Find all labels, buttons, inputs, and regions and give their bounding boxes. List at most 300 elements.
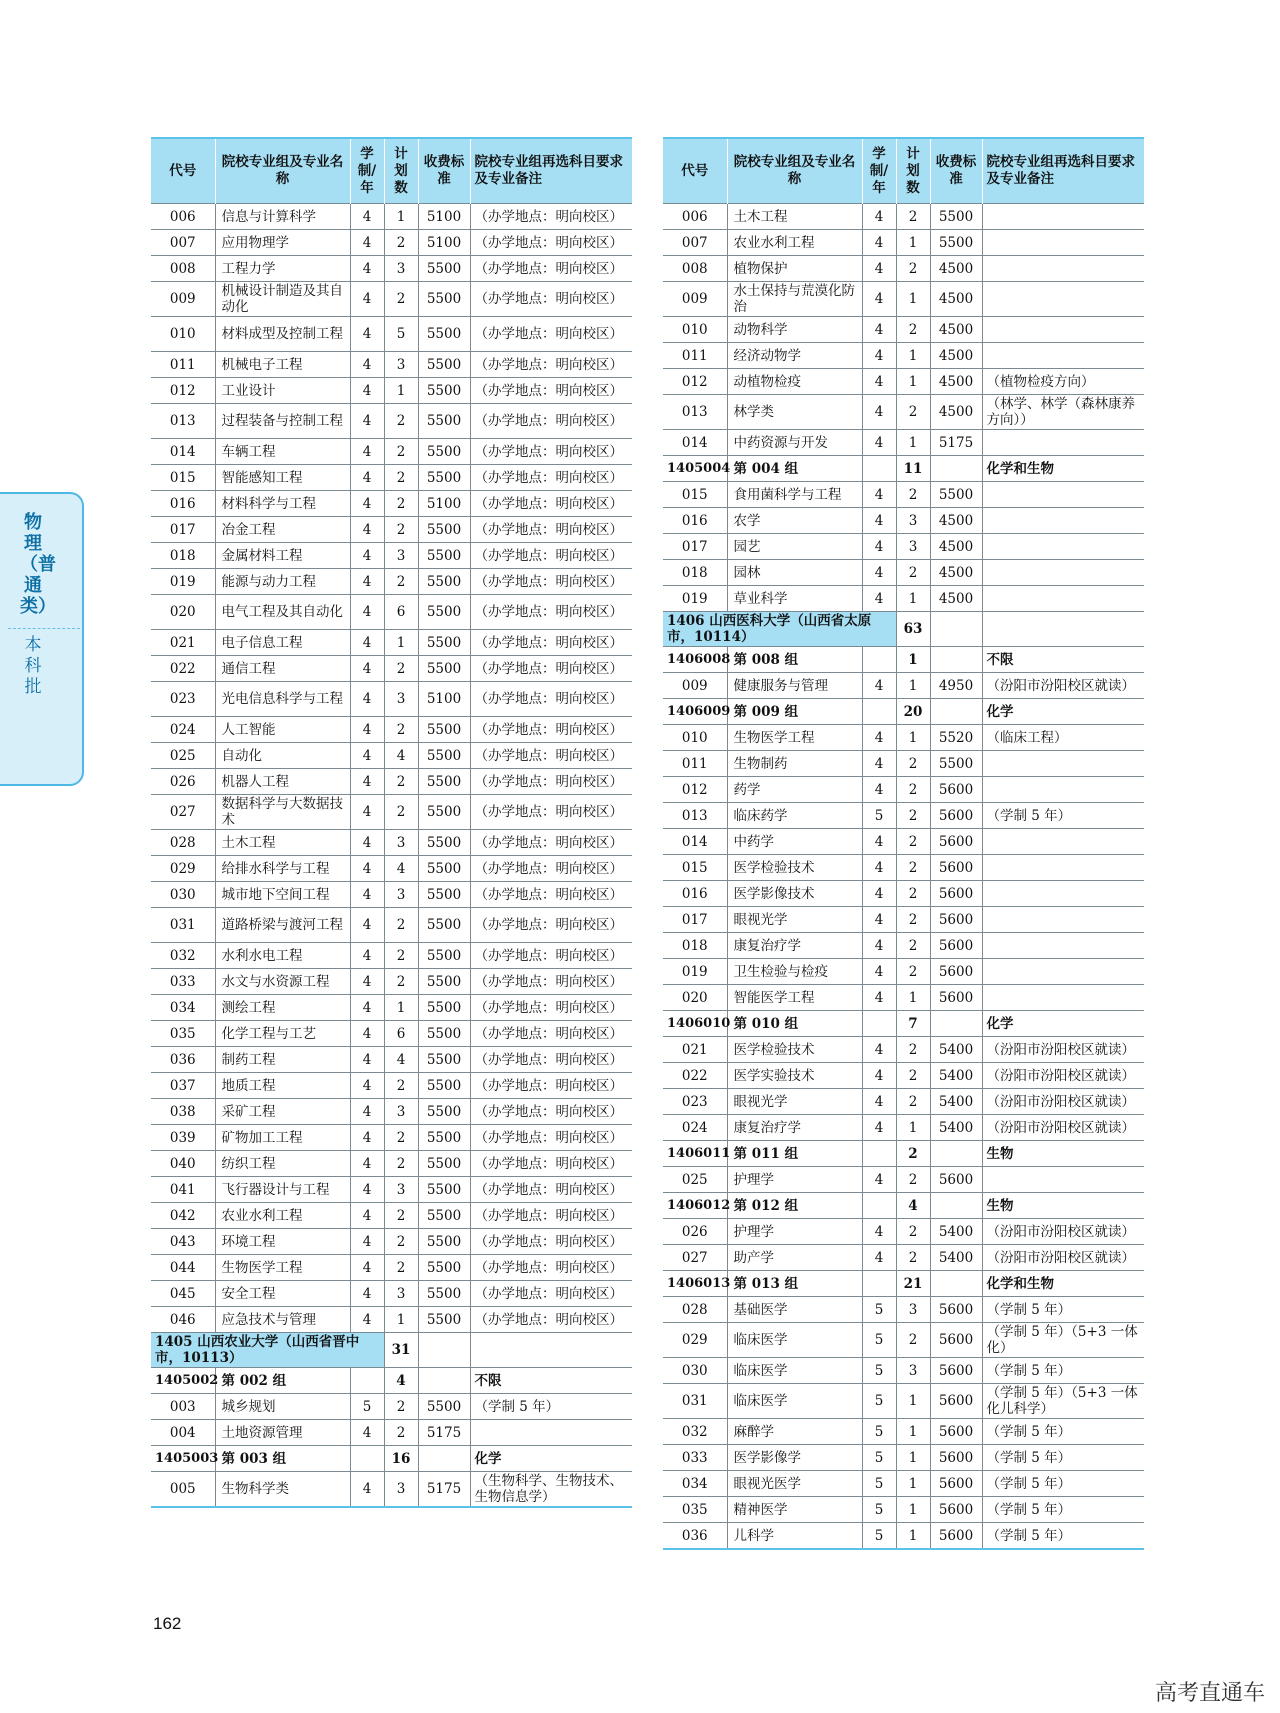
major-row — [663, 725, 1144, 751]
years-cell: 4 — [350, 378, 384, 404]
plan-cell: 2 — [384, 1125, 418, 1151]
fee-cell: 5600 — [930, 1471, 982, 1497]
major-row — [151, 1394, 632, 1420]
major-row — [151, 230, 632, 256]
major-row — [663, 959, 1144, 985]
code-cell: 033 — [663, 1445, 727, 1471]
name-cell: 金属材料工程 — [215, 543, 350, 569]
fee-cell: 5500 — [418, 517, 470, 543]
plan-cell: 1 — [896, 725, 930, 751]
note-cell — [982, 560, 1144, 586]
major-row — [151, 856, 632, 882]
header-plan: 计划数 — [384, 138, 418, 204]
code-cell: 012 — [151, 378, 215, 404]
name-cell: 康复治疗学 — [727, 933, 862, 959]
years-cell: 4 — [350, 1047, 384, 1073]
years-cell: 5 — [862, 1323, 896, 1358]
school-name: 1406 山西医科大学（山西省太原市，10114） — [663, 612, 896, 647]
years-cell: 4 — [350, 656, 384, 682]
note-cell — [982, 282, 1144, 317]
note-cell: （汾阳市汾阳校区就读） — [982, 1089, 1144, 1115]
note-cell: （办学地点：明向校区） — [470, 830, 632, 856]
plan-cell: 3 — [384, 882, 418, 908]
fee-cell: 5400 — [930, 1219, 982, 1245]
note-cell: （办学地点：明向校区） — [470, 630, 632, 656]
plan-cell: 3 — [384, 1281, 418, 1307]
name-cell: 车辆工程 — [215, 439, 350, 465]
school-row — [663, 612, 1144, 647]
note-cell: （办学地点：明向校区） — [470, 882, 632, 908]
fee-cell: 5500 — [930, 751, 982, 777]
note-cell: 化学 — [470, 1446, 632, 1472]
name-cell: 护理学 — [727, 1219, 862, 1245]
name-cell: 机械电子工程 — [215, 352, 350, 378]
years-cell: 4 — [350, 1203, 384, 1229]
note-cell: （汾阳市汾阳校区就读） — [982, 1245, 1144, 1271]
years-cell: 5 — [862, 1523, 896, 1550]
major-row — [663, 395, 1144, 430]
name-cell: 测绘工程 — [215, 995, 350, 1021]
code-cell: 028 — [151, 830, 215, 856]
name-cell: 眼视光医学 — [727, 1471, 862, 1497]
fee-cell: 5100 — [418, 204, 470, 230]
code-cell: 009 — [151, 282, 215, 317]
plan-cell: 2 — [896, 1089, 930, 1115]
plan-cell: 2 — [896, 1219, 930, 1245]
code-cell: 009 — [663, 282, 727, 317]
code-cell: 1405003 — [151, 1446, 215, 1472]
years-cell: 4 — [350, 256, 384, 282]
plan-cell: 1 — [384, 1307, 418, 1333]
plan-cell: 2 — [384, 795, 418, 830]
name-cell: 食用菌科学与工程 — [727, 482, 862, 508]
plan-cell: 20 — [896, 699, 930, 725]
major-row — [151, 1151, 632, 1177]
major-row — [663, 230, 1144, 256]
plan-cell: 2 — [896, 855, 930, 881]
fee-cell: 5500 — [418, 743, 470, 769]
code-cell: 013 — [151, 404, 215, 439]
fee-cell: 4500 — [930, 343, 982, 369]
fee-cell — [930, 1271, 982, 1297]
code-cell: 007 — [151, 230, 215, 256]
years-cell: 4 — [862, 1167, 896, 1193]
code-cell: 041 — [151, 1177, 215, 1203]
code-cell: 021 — [151, 630, 215, 656]
years-cell — [862, 1271, 896, 1297]
code-cell: 004 — [151, 1420, 215, 1446]
name-cell: 给排水科学与工程 — [215, 856, 350, 882]
note-cell — [982, 230, 1144, 256]
name-cell: 中药学 — [727, 829, 862, 855]
side-tab-divider — [8, 628, 80, 629]
fee-cell: 5500 — [930, 482, 982, 508]
code-cell: 045 — [151, 1281, 215, 1307]
major-row — [151, 743, 632, 769]
plan-cell: 1 — [384, 630, 418, 656]
years-cell: 4 — [350, 317, 384, 352]
name-cell: 医学影像学 — [727, 1445, 862, 1471]
years-cell: 4 — [350, 1021, 384, 1047]
plan-cell: 2 — [384, 717, 418, 743]
plan-cell: 3 — [384, 682, 418, 717]
name-cell: 第 008 组 — [727, 647, 862, 673]
plan-cell: 2 — [384, 908, 418, 943]
fee-cell — [930, 647, 982, 673]
code-cell: 034 — [151, 995, 215, 1021]
years-cell: 4 — [862, 1063, 896, 1089]
note-cell: （办学地点：明向校区） — [470, 1203, 632, 1229]
name-cell: 第 003 组 — [215, 1446, 350, 1472]
years-cell: 4 — [350, 830, 384, 856]
note-cell: （办学地点：明向校区） — [470, 682, 632, 717]
name-cell: 第 011 组 — [727, 1141, 862, 1167]
code-cell: 018 — [151, 543, 215, 569]
note-cell: （学制 5 年）（5+3 一体化儿科学） — [982, 1384, 1144, 1419]
plan-cell: 1 — [896, 1419, 930, 1445]
name-cell: 智能医学工程 — [727, 985, 862, 1011]
plan-cell: 2 — [384, 230, 418, 256]
years-cell: 4 — [862, 230, 896, 256]
plan-cell: 4 — [896, 1193, 930, 1219]
note-cell: （学制 5 年）（5+3 一体化） — [982, 1323, 1144, 1358]
major-row — [663, 317, 1144, 343]
plan-cell: 1 — [896, 343, 930, 369]
major-row — [151, 439, 632, 465]
years-cell: 4 — [862, 1037, 896, 1063]
years-cell: 4 — [862, 482, 896, 508]
name-cell: 人工智能 — [215, 717, 350, 743]
code-cell: 022 — [663, 1063, 727, 1089]
note-cell — [982, 430, 1144, 456]
years-cell: 4 — [862, 256, 896, 282]
fee-cell: 5600 — [930, 1358, 982, 1384]
years-cell: 4 — [862, 829, 896, 855]
name-cell: 生物医学工程 — [727, 725, 862, 751]
major-row — [151, 995, 632, 1021]
years-cell: 4 — [862, 959, 896, 985]
years-cell: 4 — [350, 1125, 384, 1151]
code-cell: 027 — [663, 1245, 727, 1271]
note-cell: （办学地点：明向校区） — [470, 1281, 632, 1307]
note-cell: （办学地点：明向校区） — [470, 717, 632, 743]
major-row — [663, 204, 1144, 230]
name-cell: 光电信息科学与工程 — [215, 682, 350, 717]
years-cell: 5 — [862, 1497, 896, 1523]
note-cell: （办学地点：明向校区） — [470, 769, 632, 795]
code-cell: 033 — [151, 969, 215, 995]
fee-cell — [930, 1141, 982, 1167]
fee-cell: 5500 — [418, 1021, 470, 1047]
note-cell: （办学地点：明向校区） — [470, 569, 632, 595]
name-cell: 草业科学 — [727, 586, 862, 612]
note-cell — [982, 482, 1144, 508]
name-cell: 土地资源管理 — [215, 1420, 350, 1446]
plan-cell: 1 — [896, 230, 930, 256]
fee-cell: 5500 — [418, 1281, 470, 1307]
code-cell: 043 — [151, 1229, 215, 1255]
header-note: 院校专业组再选科目要求及专业备注 — [470, 138, 632, 204]
name-cell: 采矿工程 — [215, 1099, 350, 1125]
code-cell: 018 — [663, 933, 727, 959]
group-row — [151, 1446, 632, 1472]
plan-cell: 2 — [384, 656, 418, 682]
code-cell: 024 — [663, 1115, 727, 1141]
note-cell — [982, 534, 1144, 560]
name-cell: 生物制药 — [727, 751, 862, 777]
code-cell: 040 — [151, 1151, 215, 1177]
fee-cell: 4500 — [930, 508, 982, 534]
major-row — [663, 343, 1144, 369]
fee-cell: 5500 — [418, 995, 470, 1021]
major-row — [663, 586, 1144, 612]
plan-cell: 21 — [896, 1271, 930, 1297]
fee-cell: 5520 — [930, 725, 982, 751]
years-cell — [862, 1141, 896, 1167]
years-cell — [862, 1193, 896, 1219]
plan-cell: 3 — [384, 256, 418, 282]
plan-cell: 2 — [384, 769, 418, 795]
fee-cell: 5600 — [930, 1445, 982, 1471]
years-cell: 4 — [350, 1307, 384, 1333]
fee-cell: 5500 — [418, 1125, 470, 1151]
fee-cell — [930, 456, 982, 482]
plan-cell: 7 — [896, 1011, 930, 1037]
major-row — [151, 1229, 632, 1255]
plan-cell: 3 — [384, 1099, 418, 1125]
note-cell: （办学地点：明向校区） — [470, 969, 632, 995]
fee-cell: 5500 — [418, 256, 470, 282]
years-cell: 4 — [862, 907, 896, 933]
note-cell: 不限 — [982, 647, 1144, 673]
name-cell: 医学影像技术 — [727, 881, 862, 907]
major-row — [663, 482, 1144, 508]
major-row — [663, 907, 1144, 933]
empty-cell — [930, 612, 982, 647]
plan-cell: 2 — [896, 933, 930, 959]
side-tab-category: 物理（普通类） — [20, 512, 56, 617]
years-cell: 4 — [350, 282, 384, 317]
years-cell: 4 — [350, 1420, 384, 1446]
code-cell: 032 — [663, 1419, 727, 1445]
fee-cell: 5500 — [418, 1177, 470, 1203]
code-cell: 008 — [151, 256, 215, 282]
major-row — [151, 282, 632, 317]
name-cell: 林学类 — [727, 395, 862, 430]
note-cell — [982, 881, 1144, 907]
fee-cell: 5175 — [930, 430, 982, 456]
code-cell: 025 — [663, 1167, 727, 1193]
note-cell — [982, 777, 1144, 803]
fee-cell: 5600 — [930, 907, 982, 933]
code-cell: 046 — [151, 1307, 215, 1333]
code-cell: 016 — [663, 881, 727, 907]
table-body-left — [151, 204, 632, 1508]
years-cell: 4 — [862, 1089, 896, 1115]
major-row — [663, 933, 1144, 959]
name-cell: 卫生检验与检疫 — [727, 959, 862, 985]
fee-cell: 5600 — [930, 1419, 982, 1445]
plan-cell: 1 — [896, 430, 930, 456]
group-row — [663, 1141, 1144, 1167]
name-cell: 材料成型及控制工程 — [215, 317, 350, 352]
code-cell: 036 — [663, 1523, 727, 1550]
major-row — [663, 1419, 1144, 1445]
name-cell: 电子信息工程 — [215, 630, 350, 656]
name-cell: 第 009 组 — [727, 699, 862, 725]
group-row — [663, 456, 1144, 482]
section-side-tab — [0, 492, 84, 786]
plan-cell: 2 — [384, 569, 418, 595]
major-row — [151, 1307, 632, 1333]
fee-cell: 5500 — [418, 439, 470, 465]
fee-cell — [418, 1446, 470, 1472]
name-cell: 园艺 — [727, 534, 862, 560]
major-row — [151, 769, 632, 795]
plan-cell: 3 — [896, 534, 930, 560]
note-cell: （办学地点：明向校区） — [470, 1255, 632, 1281]
code-cell: 023 — [151, 682, 215, 717]
code-cell: 028 — [663, 1297, 727, 1323]
years-cell: 4 — [350, 795, 384, 830]
code-cell: 021 — [663, 1037, 727, 1063]
major-row — [663, 1037, 1144, 1063]
years-cell: 4 — [350, 630, 384, 656]
header-code: 代号 — [663, 138, 727, 204]
header-years: 学制/年 — [350, 138, 384, 204]
note-cell — [982, 256, 1144, 282]
plan-cell: 3 — [384, 830, 418, 856]
name-cell: 通信工程 — [215, 656, 350, 682]
major-row — [151, 943, 632, 969]
fee-cell: 5175 — [418, 1420, 470, 1446]
code-cell: 035 — [663, 1497, 727, 1523]
major-row — [663, 1445, 1144, 1471]
name-cell: 植物保护 — [727, 256, 862, 282]
years-cell: 4 — [862, 204, 896, 230]
major-row — [151, 630, 632, 656]
code-cell: 003 — [151, 1394, 215, 1420]
code-cell: 014 — [663, 829, 727, 855]
note-cell — [470, 1420, 632, 1446]
note-cell — [982, 508, 1144, 534]
major-row — [151, 404, 632, 439]
plan-cell: 2 — [896, 777, 930, 803]
major-row — [663, 855, 1144, 881]
fee-cell: 5500 — [418, 830, 470, 856]
code-cell: 010 — [663, 725, 727, 751]
fee-cell: 4500 — [930, 395, 982, 430]
note-cell: （办学地点：明向校区） — [470, 491, 632, 517]
fee-cell: 5500 — [418, 717, 470, 743]
code-cell: 020 — [151, 595, 215, 630]
years-cell: 4 — [862, 1245, 896, 1271]
note-cell — [982, 317, 1144, 343]
plan-cell: 2 — [896, 317, 930, 343]
code-cell: 1405002 — [151, 1368, 215, 1394]
note-cell: 生物 — [982, 1141, 1144, 1167]
major-row — [663, 881, 1144, 907]
code-cell: 026 — [663, 1219, 727, 1245]
code-cell: 1406012 — [663, 1193, 727, 1219]
note-cell: （临床工程） — [982, 725, 1144, 751]
plan-cell: 2 — [384, 1229, 418, 1255]
major-row — [663, 282, 1144, 317]
plan-cell: 1 — [896, 673, 930, 699]
name-cell: 医学实验技术 — [727, 1063, 862, 1089]
plan-cell: 1 — [896, 1471, 930, 1497]
code-cell: 014 — [663, 430, 727, 456]
code-cell: 026 — [151, 769, 215, 795]
major-row — [151, 317, 632, 352]
header-name: 院校专业组及专业名称 — [215, 138, 350, 204]
note-cell: 化学 — [982, 1011, 1144, 1037]
fee-cell: 5500 — [418, 282, 470, 317]
code-cell: 024 — [151, 717, 215, 743]
code-cell: 036 — [151, 1047, 215, 1073]
note-cell: （学制 5 年） — [982, 1523, 1144, 1550]
major-row — [151, 378, 632, 404]
years-cell: 4 — [862, 586, 896, 612]
major-row — [151, 595, 632, 630]
plan-cell: 4 — [384, 1368, 418, 1394]
fee-cell: 4500 — [930, 586, 982, 612]
code-cell: 027 — [151, 795, 215, 830]
name-cell: 临床医学 — [727, 1358, 862, 1384]
code-cell: 007 — [663, 230, 727, 256]
major-row — [663, 777, 1144, 803]
note-cell — [982, 907, 1144, 933]
code-cell: 031 — [151, 908, 215, 943]
fee-cell: 4500 — [930, 256, 982, 282]
plan-cell: 2 — [896, 881, 930, 907]
major-row — [151, 882, 632, 908]
major-row — [663, 829, 1144, 855]
name-cell: 基础医学 — [727, 1297, 862, 1323]
fee-cell: 5500 — [418, 1255, 470, 1281]
name-cell: 农学 — [727, 508, 862, 534]
note-cell: （学制 5 年） — [982, 1419, 1144, 1445]
name-cell: 健康服务与管理 — [727, 673, 862, 699]
code-cell: 017 — [663, 534, 727, 560]
years-cell: 5 — [862, 1384, 896, 1419]
major-row — [151, 1073, 632, 1099]
plan-cell: 3 — [384, 352, 418, 378]
code-cell: 044 — [151, 1255, 215, 1281]
name-cell: 地质工程 — [215, 1073, 350, 1099]
plan-cell: 3 — [896, 508, 930, 534]
name-cell: 智能感知工程 — [215, 465, 350, 491]
plan-cell: 1 — [896, 1384, 930, 1419]
fee-cell: 5500 — [418, 378, 470, 404]
plan-cell: 2 — [384, 1394, 418, 1420]
fee-cell: 5500 — [418, 1047, 470, 1073]
admission-table-right — [663, 137, 1144, 1550]
note-cell: 化学和生物 — [982, 456, 1144, 482]
note-cell: （学制 5 年） — [982, 1471, 1144, 1497]
plan-cell: 2 — [384, 517, 418, 543]
code-cell: 016 — [151, 491, 215, 517]
name-cell: 眼视光学 — [727, 907, 862, 933]
name-cell: 农业水利工程 — [215, 1203, 350, 1229]
name-cell: 第 012 组 — [727, 1193, 862, 1219]
code-cell: 009 — [663, 673, 727, 699]
fee-cell: 5600 — [930, 881, 982, 907]
note-cell: （办学地点：明向校区） — [470, 1125, 632, 1151]
fee-cell: 5500 — [418, 569, 470, 595]
code-cell: 022 — [151, 656, 215, 682]
school-plan: 31 — [384, 1333, 418, 1368]
